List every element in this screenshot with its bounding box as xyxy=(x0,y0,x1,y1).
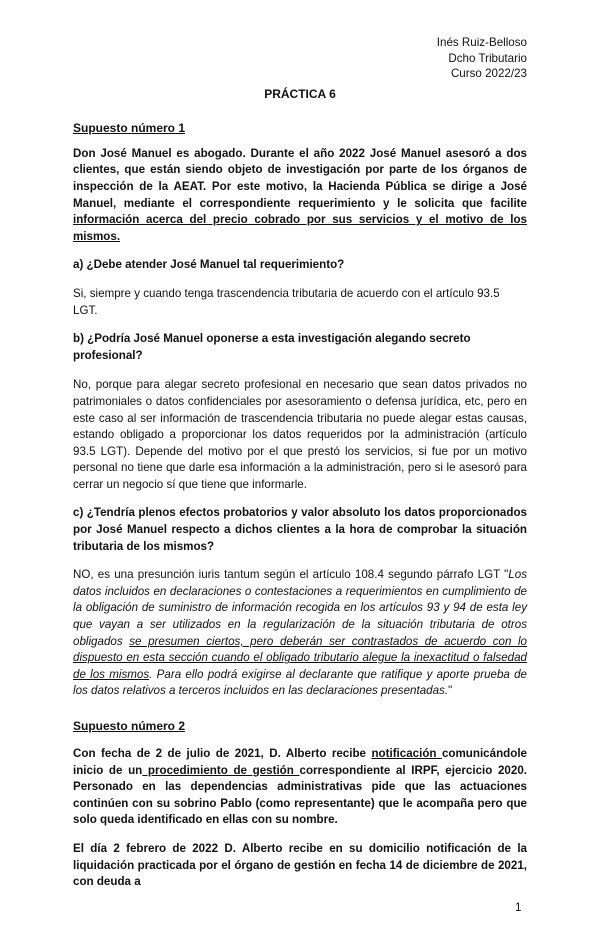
p1-underlined-procedimiento: procedimiento de gestión xyxy=(142,763,300,777)
answer-c-quote-underlined: se presumen ciertos, pero deberán ser contrastados de acuerdo con lo dispuesto en esta sección cuando el obligado tributario alegue la inexactitud o falsedad de los mismos xyxy=(73,634,527,681)
statement-text: Don José Manuel es abogado. Durante el año 2022 José Manuel asesoró a dos clientes, que están siendo objeto de investigación por parte de los órganos de inspección de la AEAT. Por este motivo, la Hacienda Pública se dirige a José Manuel, mediante el correspondiente requerimiento y le solicita que facilite xyxy=(73,146,527,210)
page-title: PRÁCTICA 6 xyxy=(264,86,336,101)
supuesto-2-paragraph-2: El día 2 febrero de 2022 D. Alberto recibe en su domicilio notificación de la liquidación practicada por el órgano de gestión en fecha 14 de diciembre de 2021, con deuda a xyxy=(73,841,527,889)
supuesto-1-statement xyxy=(73,146,527,246)
question-c: c) ¿Tendría plenos efectos probatorios y valor absoluto los datos proporcionados por José Manuel respecto a dichos clientes a la hora de comprobar la situación tributaria de los mismos? xyxy=(73,506,527,553)
statement-underlined: información acerca del precio cobrado por sus servicios y el motivo de los mismos. xyxy=(73,213,527,243)
answer-b: No, porque para alegar secreto profesional en necesario que sean datos privados no patrimoniales o datos confidenciales por asesoramiento o defensa jurídica, etc, pero en este caso al ser información de trascendencia tributaria no puede alegar estas causas, estando obligado a proporcionar los datos requeridos por la administración (artículo 93.5 LGT). Depende del motivo por el que prestó los servicios, si fue por un motivo personal no tiene que darle esa información a la administración, pero si le asesoró para cerrar un negocio sí que tiene que informarle. xyxy=(73,378,527,491)
author-name: Inés Ruiz-Belloso xyxy=(436,36,527,49)
supuesto-2-paragraph-1 xyxy=(73,746,527,829)
question-a: a) ¿Debe atender José Manuel tal requerimiento? xyxy=(73,258,345,272)
page-number: 1 xyxy=(515,901,522,914)
p1-text-2: comunicándole inicio de un xyxy=(73,747,527,777)
p1-text: Con fecha de 2 de julio de 2021, D. Alberto recibe xyxy=(73,747,372,760)
answer-c-close: " xyxy=(448,684,453,698)
document-header xyxy=(73,35,527,82)
answer-c-quote: Los datos incluidos en declaraciones o contestaciones a requerimientos en cumplimiento de la obligación de suministro de información recogida en los artículos 93 y 94 de esta ley que vayan a ser utilizados en la regularización de la situación tributaria de otros obligados xyxy=(73,568,527,648)
subject-name: Dcho Tributario xyxy=(448,51,527,65)
p1-underlined-notificacion: notificación xyxy=(371,747,442,760)
answer-c xyxy=(73,567,527,700)
answer-c-quote-end: . Para ello podrá exigirse al declarante que ratifique y aporte prueba de los datos relativos a terceros incluidos en las declaraciones presentadas. xyxy=(73,667,528,698)
p1-text-3: correspondiente al IRPF, ejercicio 2020. Personado en las dependencias administrativas pide que las actuaciones continúen con su sobrino Pablo (como representante) que le acompaña pero que solo queda identificado en ellas con su nombre. xyxy=(73,763,528,827)
course-year: Curso 2022/23 xyxy=(450,67,527,81)
question-b: b) ¿Podría José Manuel oponerse a esta investigación alegando secreto profesional? xyxy=(73,332,471,362)
answer-a: Si, siempre y cuando tenga trascendencia tributaria de acuerdo con el artículo 93.5 LGT. xyxy=(73,286,500,317)
supuesto-1-heading: Supuesto número 1 xyxy=(73,120,186,135)
answer-c-intro: NO, es una presunción iuris tantum según el artículo 108.4 segundo párrafo LGT " xyxy=(73,568,509,582)
supuesto-2-heading: Supuesto número 2 xyxy=(73,719,186,733)
